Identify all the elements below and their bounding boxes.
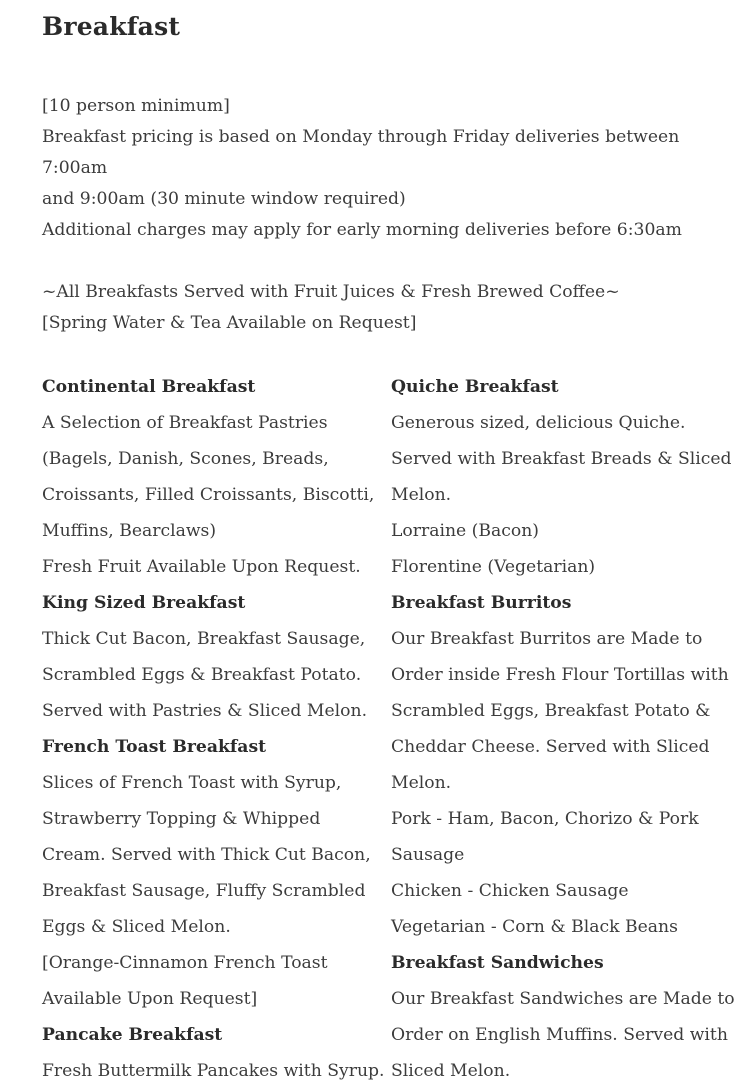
menu-item-description: Eggs & Sliced Melon. [42,917,231,937]
menu-item-description: Scrambled Eggs, Breakfast Potato & [391,701,711,721]
intro-section [42,91,732,339]
menu-item-description: Generous sized, delicious Quiche. [391,413,686,433]
menu-item-description: Cheddar Cheese. Served with Sliced [391,737,710,757]
menu-item-description: A Selection of Breakfast Pastries [42,413,328,433]
menu-item-heading: French Toast Breakfast [42,737,267,757]
served-with-note: ~All Breakfasts Served with Fruit Juices & Fresh Brewed Coffee~ [42,282,620,302]
menu-item-description: Cream. Served with Thick Cut Bacon, [42,845,371,865]
menu-item-heading: King Sized Breakfast [42,593,246,613]
menu-item-heading: Continental Breakfast [42,377,256,397]
menu-item-description: Muffins, Bearclaws) [42,521,217,541]
menu-item-description: Thick Cut Bacon, Breakfast Sausage, [42,629,366,649]
menu-item-description: (Bagels, Danish, Scones, Breads, [42,449,329,469]
menu-item-description: Pork - Ham, Bacon, Chorizo & Pork [391,809,699,829]
menu-item-description: [Orange-Cinnamon French Toast [42,953,328,973]
minimum-note: [10 person minimum] [42,96,230,116]
menu-item-heading: Breakfast Sandwiches [391,953,604,973]
pricing-note-line-2: and 9:00am (30 minute window required) [42,189,406,209]
page-title: Breakfast [42,12,181,41]
menu-item-heading: Breakfast Burritos [391,593,572,613]
menu-item-heading: Pancake Breakfast [42,1025,223,1045]
menu-item-heading: Quiche Breakfast [391,377,559,397]
menu-item-description: Breakfast Sausage, Fluffy Scrambled [42,881,366,901]
menu-item-description: Our Breakfast Sandwiches are Made to [391,989,735,1009]
menu-item-description: Our Breakfast Burritos are Made to [391,629,703,649]
charges-note: Additional charges may apply for early morning deliveries before 6:30am [42,220,682,240]
spacer [42,246,732,277]
menu-item-description: Sausage [391,845,465,865]
menu-item-description: Scrambled Eggs & Breakfast Potato. [42,665,362,685]
menu-item-description: Order on English Muffins. Served with [391,1025,728,1045]
left-menu-column [42,369,387,1089]
menu-item-description: Fresh Fruit Available Upon Request. [42,557,361,577]
menu-item-description: Croissants, Filled Croissants, Biscotti, [42,485,375,505]
menu-item-description: Strawberry Topping & Whipped [42,809,321,829]
menu-item-description: Melon. [391,485,452,505]
menu-item-description: Order inside Fresh Flour Tortillas with [391,665,729,685]
menu-item-description: Slices of French Toast with Syrup, [42,773,342,793]
menu-item-description: Served with Breakfast Breads & Sliced [391,449,732,469]
menu-item-description: Lorraine (Bacon) [391,521,539,541]
right-menu-column [391,369,736,1089]
menu-item-description: Served with Pastries & Sliced Melon. [42,701,368,721]
menu-item-description: Sliced Melon. [391,1061,511,1081]
menu-item-description: Available Upon Request] [42,989,258,1009]
menu-item-description: Florentine (Vegetarian) [391,557,596,577]
pricing-note-line-1: Breakfast pricing is based on Monday through Friday deliveries between 7:00am [42,127,680,178]
menu-item-description: Vegetarian - Corn & Black Beans [391,917,678,937]
water-tea-note: [Spring Water & Tea Available on Request] [42,313,417,333]
menu-item-description: Chicken - Chicken Sausage [391,881,629,901]
menu-item-description: Melon. [391,773,452,793]
menu-item-description: Fresh Buttermilk Pancakes with Syrup. [42,1061,385,1081]
